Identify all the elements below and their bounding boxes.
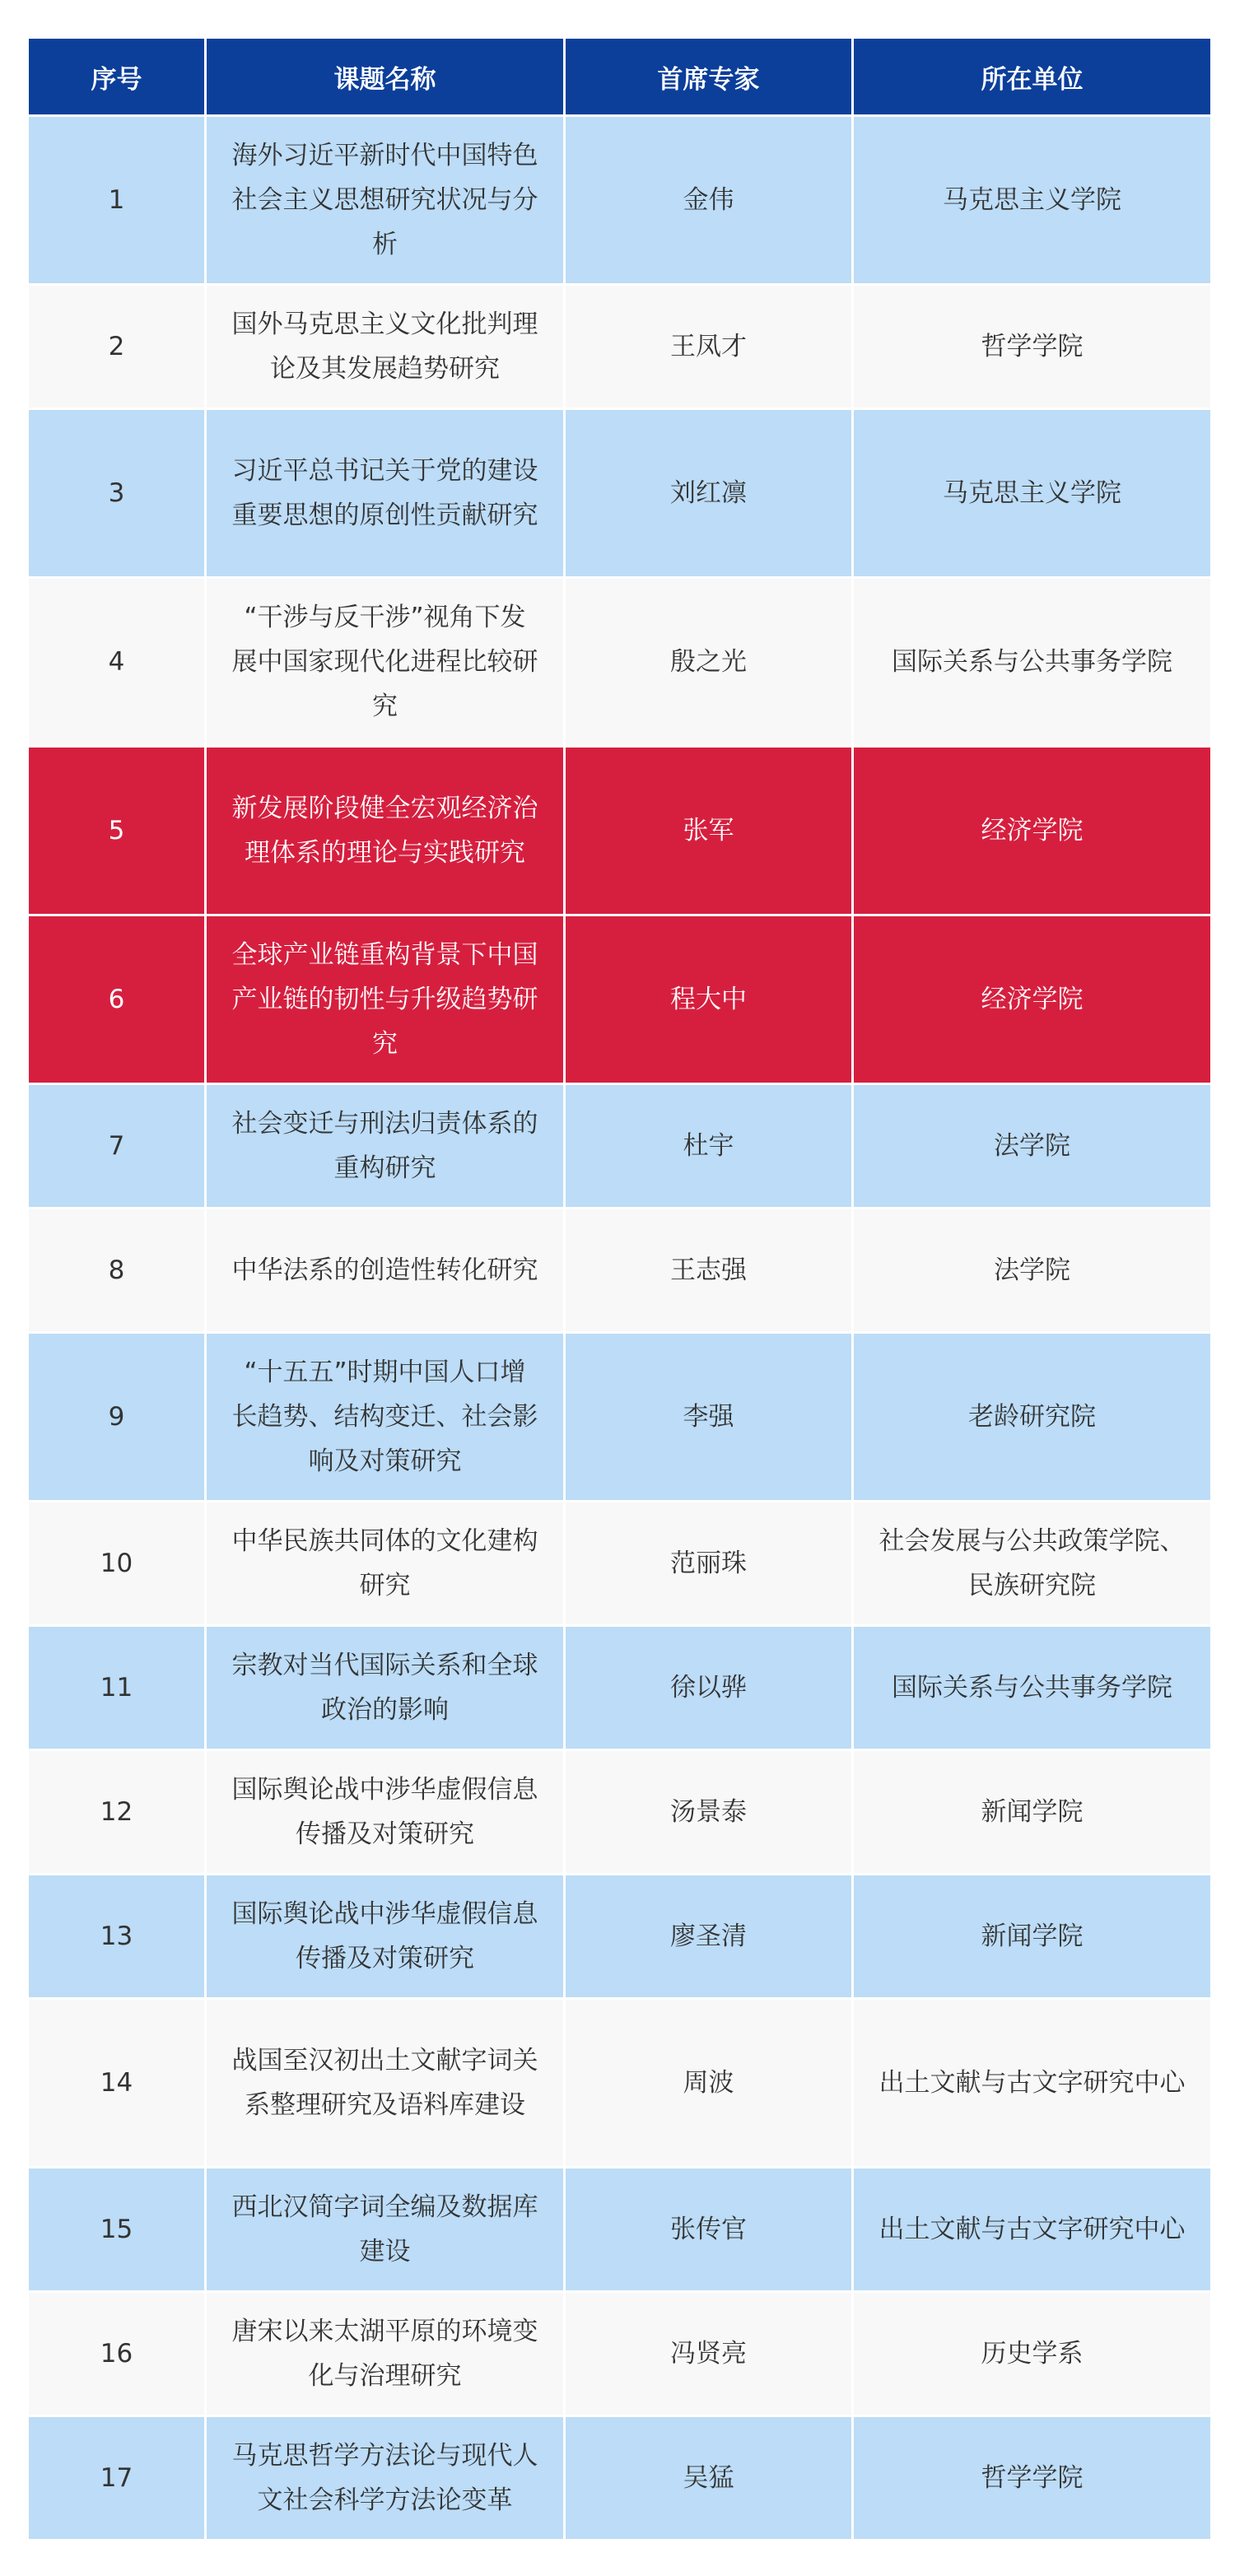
cell-expert: 吴猛: [565, 2416, 853, 2541]
table-row: [28, 1750, 1212, 1875]
header-no: 序号: [28, 38, 206, 116]
table-row: [28, 2168, 1212, 2292]
cell-unit: 出土文献与古文字研究中心: [853, 2168, 1212, 2292]
cell-expert: 刘红凛: [565, 409, 853, 578]
cell-unit: 新闻学院: [853, 1750, 1212, 1875]
cell-no: 2: [28, 285, 206, 409]
header-title: 课题名称: [206, 38, 565, 116]
cell-unit: 马克思主义学院: [853, 116, 1212, 285]
table-row: [28, 2292, 1212, 2416]
cell-expert: 廖圣清: [565, 1875, 853, 1999]
table-row: [28, 409, 1212, 578]
cell-title: 中华民族共同体的文化建构研究: [206, 1502, 565, 1626]
cell-expert: 杜宇: [565, 1084, 853, 1209]
cell-unit: 历史学系: [853, 2292, 1212, 2416]
cell-expert: 殷之光: [565, 578, 853, 747]
table-row: [28, 1209, 1212, 1333]
cell-unit: 法学院: [853, 1209, 1212, 1333]
cell-expert: 范丽珠: [565, 1502, 853, 1626]
cell-title: 国际舆论战中涉华虚假信息传播及对策研究: [206, 1750, 565, 1875]
cell-unit: 马克思主义学院: [853, 409, 1212, 578]
cell-no: 5: [28, 747, 206, 915]
table-row: [28, 1875, 1212, 1999]
cell-unit: 经济学院: [853, 915, 1212, 1084]
cell-no: 3: [28, 409, 206, 578]
table-body: [28, 116, 1212, 2541]
cell-unit: 新闻学院: [853, 1875, 1212, 1999]
cell-no: 11: [28, 1626, 206, 1750]
header-expert: 首席专家: [565, 38, 853, 116]
cell-no: 4: [28, 578, 206, 747]
cell-title: 社会变迁与刑法归责体系的重构研究: [206, 1084, 565, 1209]
table-row: [28, 1333, 1212, 1502]
table-row: [28, 2416, 1212, 2541]
cell-no: 16: [28, 2292, 206, 2416]
cell-expert: 张军: [565, 747, 853, 915]
cell-title: 唐宋以来太湖平原的环境变化与治理研究: [206, 2292, 565, 2416]
cell-no: 8: [28, 1209, 206, 1333]
table-row: [28, 747, 1212, 915]
cell-no: 6: [28, 915, 206, 1084]
table-row: [28, 285, 1212, 409]
header-unit: 所在单位: [853, 38, 1212, 116]
cell-unit: 法学院: [853, 1084, 1212, 1209]
cell-unit: 哲学学院: [853, 2416, 1212, 2541]
cell-title: 国际舆论战中涉华虚假信息传播及对策研究: [206, 1875, 565, 1999]
cell-title: 习近平总书记关于党的建设重要思想的原创性贡献研究: [206, 409, 565, 578]
cell-title: “十五五”时期中国人口增长趋势、结构变迁、社会影响及对策研究: [206, 1333, 565, 1502]
table-row: [28, 578, 1212, 747]
cell-title: 西北汉简字词全编及数据库建设: [206, 2168, 565, 2292]
cell-expert: 程大中: [565, 915, 853, 1084]
cell-expert: 王凤才: [565, 285, 853, 409]
cell-expert: 张传官: [565, 2168, 853, 2292]
cell-no: 13: [28, 1875, 206, 1999]
cell-no: 15: [28, 2168, 206, 2292]
cell-unit: 出土文献与古文字研究中心: [853, 1999, 1212, 2168]
cell-expert: 周波: [565, 1999, 853, 2168]
table-row: [28, 915, 1212, 1084]
table-row: [28, 1999, 1212, 2168]
cell-no: 9: [28, 1333, 206, 1502]
cell-expert: 徐以骅: [565, 1626, 853, 1750]
table-row: [28, 1626, 1212, 1750]
cell-no: 1: [28, 116, 206, 285]
cell-expert: 冯贤亮: [565, 2292, 853, 2416]
cell-title: 海外习近平新时代中国特色社会主义思想研究状况与分析: [206, 116, 565, 285]
cell-expert: 金伟: [565, 116, 853, 285]
cell-title: “干涉与反干涉”视角下发展中国家现代化进程比较研究: [206, 578, 565, 747]
cell-title: 新发展阶段健全宏观经济治理体系的理论与实践研究: [206, 747, 565, 915]
table-row: [28, 1084, 1212, 1209]
cell-no: 17: [28, 2416, 206, 2541]
cell-unit: 哲学学院: [853, 285, 1212, 409]
table-row: [28, 1502, 1212, 1626]
cell-expert: 王志强: [565, 1209, 853, 1333]
cell-title: 中华法系的创造性转化研究: [206, 1209, 565, 1333]
cell-unit: 社会发展与公共政策学院、民族研究院: [853, 1502, 1212, 1626]
header-row: [28, 38, 1212, 116]
cell-no: 12: [28, 1750, 206, 1875]
cell-title: 宗教对当代国际关系和全球政治的影响: [206, 1626, 565, 1750]
cell-unit: 国际关系与公共事务学院: [853, 578, 1212, 747]
cell-no: 7: [28, 1084, 206, 1209]
project-table: [26, 36, 1213, 2541]
cell-expert: 汤景泰: [565, 1750, 853, 1875]
cell-title: 全球产业链重构背景下中国产业链的韧性与升级趋势研究: [206, 915, 565, 1084]
cell-unit: 国际关系与公共事务学院: [853, 1626, 1212, 1750]
cell-title: 国外马克思主义文化批判理论及其发展趋势研究: [206, 285, 565, 409]
cell-title: 战国至汉初出土文献字词关系整理研究及语料库建设: [206, 1999, 565, 2168]
cell-title: 马克思哲学方法论与现代人文社会科学方法论变革: [206, 2416, 565, 2541]
cell-unit: 老龄研究院: [853, 1333, 1212, 1502]
cell-unit: 经济学院: [853, 747, 1212, 915]
table-row: [28, 116, 1212, 285]
cell-expert: 李强: [565, 1333, 853, 1502]
cell-no: 10: [28, 1502, 206, 1626]
cell-no: 14: [28, 1999, 206, 2168]
